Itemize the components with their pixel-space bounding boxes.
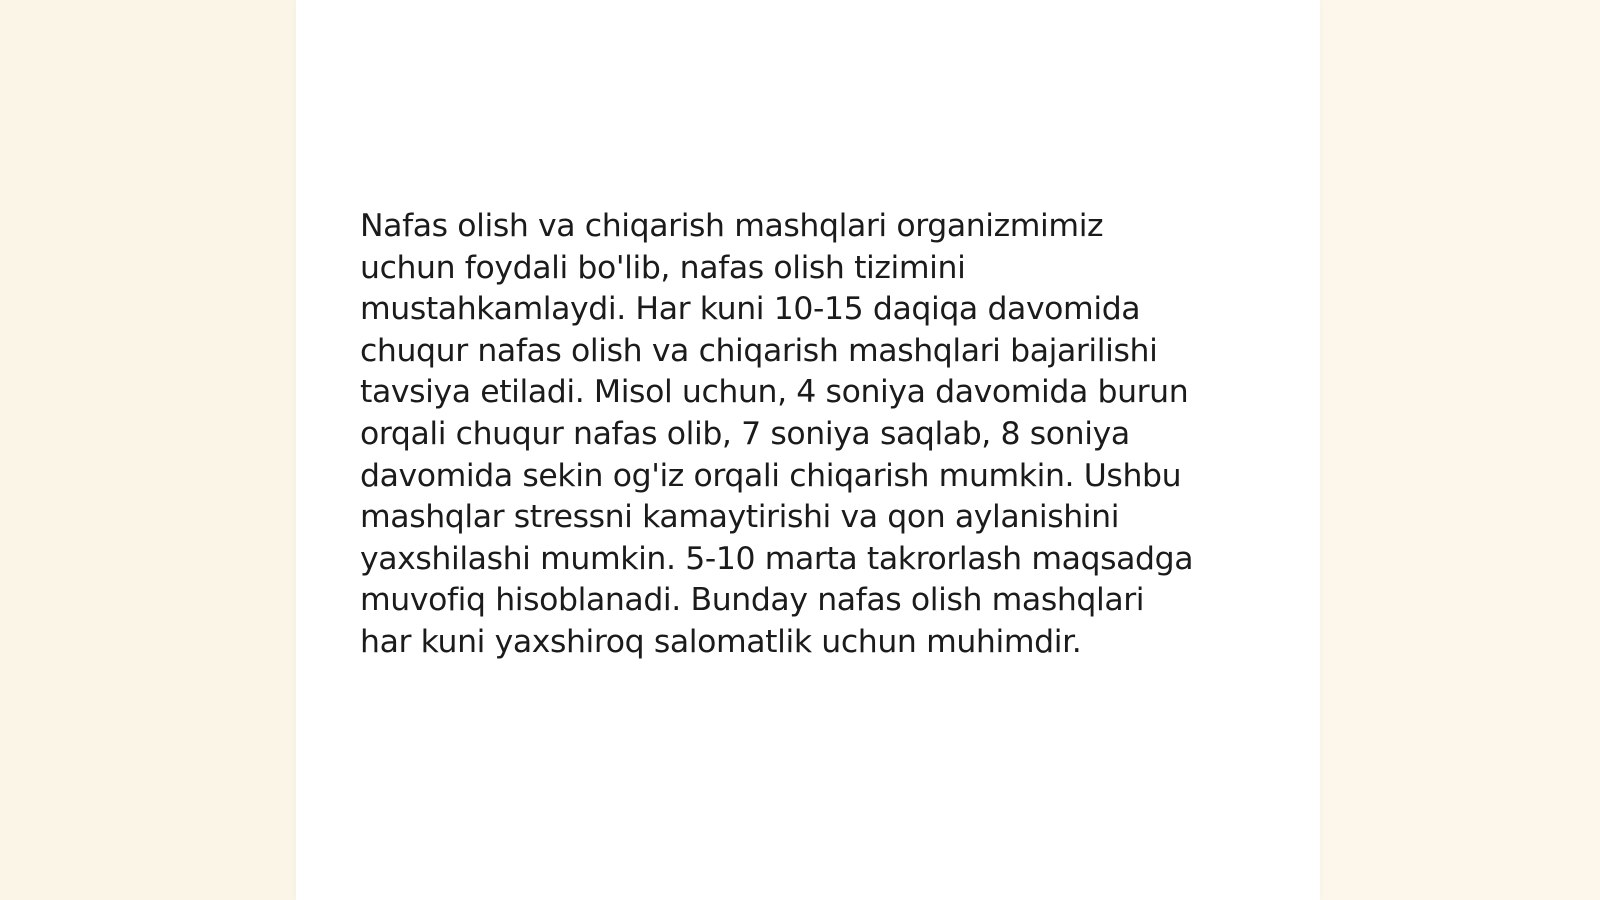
- left-margin-background: [0, 0, 296, 900]
- document-page: [296, 0, 1320, 900]
- body-paragraph: Nafas olish va chiqarish mashqlari organizmimiz uchun foydali bo'lib, nafas olish tizimini mustahkamlaydi. Har kuni 10-15 daqiqa davomida chuqur nafas olish va chiqarish mashqlari bajarilishi tavsiya etiladi. Misol uchun, 4 soniya davomida burun orqali chuqur nafas olib, 7 soniya saqlab, 8 soniya davomida sekin og'iz orqali chiqarish mumkin. Ushbu mashqlar stressni kamaytirishi va qon aylanishini yaxshilashi mumkin. 5-10 marta takrorlash maqsadga muvofiq hisoblanadi. Bunday nafas olish mashqlari har kuni yaxshiroq salomatlik uchun muhimdir.: [360, 208, 1194, 660]
- right-margin-background: [1320, 0, 1600, 900]
